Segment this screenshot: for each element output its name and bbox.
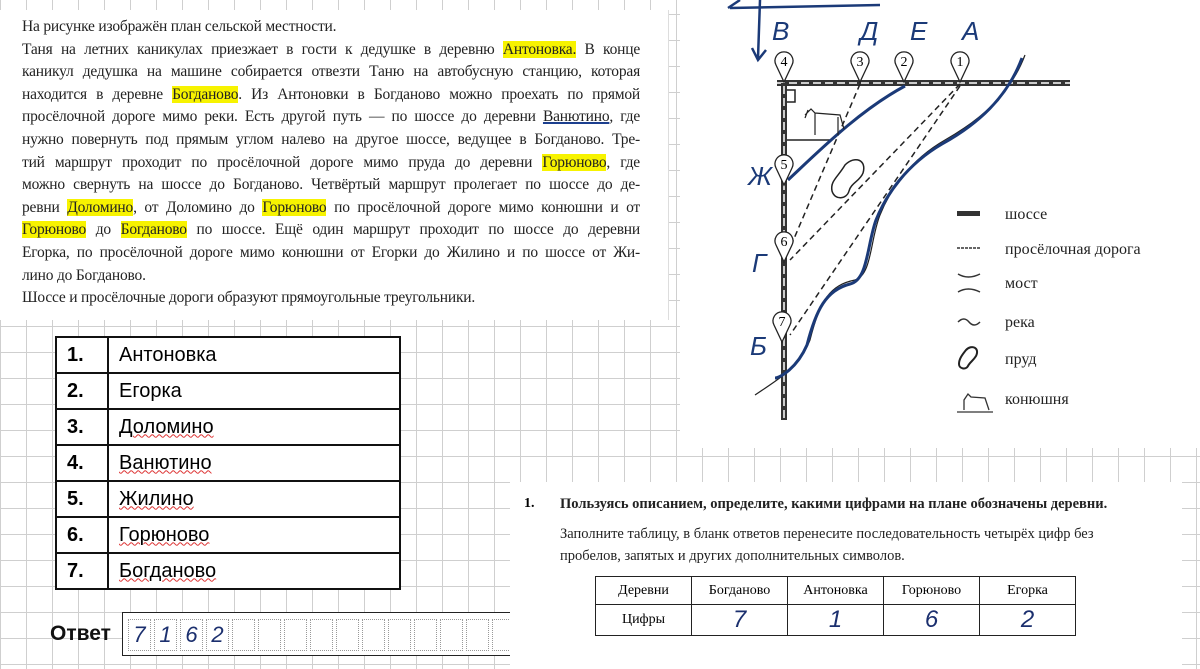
text-line (22, 18, 640, 36)
map-marker (851, 52, 869, 82)
handwritten-letter: В (772, 16, 790, 46)
answer-cell[interactable] (466, 619, 489, 651)
text-segment: лино до Богданово. (22, 266, 146, 284)
highlighted-word: Богданово (120, 221, 187, 239)
marker-number: 5 (780, 158, 788, 173)
table-header-cell: Деревни (596, 577, 692, 605)
text-line (22, 244, 640, 262)
answer-cell[interactable] (310, 619, 333, 651)
table-header-cell: Егорка (980, 577, 1076, 605)
village-name-text: Доломино (119, 415, 214, 438)
map-marker (775, 52, 793, 82)
question-instructions: Заполните таблицу, в бланк ответов перенесите последовательность четырёх цифр без (560, 526, 1094, 542)
text-segment: находится в деревне (22, 85, 173, 103)
village-row (56, 517, 400, 553)
answer-input-boxes[interactable] (122, 612, 577, 656)
handwritten-letter: Д (860, 16, 879, 46)
marker-number: 4 (780, 55, 788, 70)
handwritten-letter: Г (752, 248, 767, 278)
handwritten-letter: Б (750, 331, 767, 361)
text-segment: Таня на летних каникулах приезжает в гости к дедушке в деревню (22, 40, 503, 58)
text-segment: , от Доломино до (133, 198, 263, 216)
text-segment: можно свернуть на шоссе до Богданово. Четвёртый маршрут пролегает по шоссе до де- (22, 176, 640, 194)
text-line (22, 289, 640, 307)
highway-icon (957, 211, 980, 216)
village-name-text: Жилино (119, 487, 194, 510)
question-instructions-cont: пробелов, запятых и других дополнительных символов. (560, 548, 905, 564)
highlighted-word: Богданово (172, 85, 239, 103)
table-header-cell: Богданово (692, 577, 788, 605)
legend-label: конюшня (1005, 391, 1069, 408)
text-line (22, 199, 640, 217)
legend-label: просёлочная дорога (1005, 241, 1141, 258)
village-row (56, 481, 400, 517)
text-segment: просёлочной дороге мимо реки. Есть другой путь — по шоссе до деревни (22, 108, 543, 126)
text-segment: , где (609, 108, 640, 126)
highlighted-word: Антоновка. (502, 40, 577, 58)
village-number: 7. (56, 553, 108, 589)
answer-cell[interactable]: 7 (128, 619, 151, 651)
answer-cell[interactable]: 6 (180, 619, 203, 651)
bridge-icon (958, 274, 980, 292)
answer-cell[interactable]: 1 (154, 619, 177, 651)
text-line (22, 131, 640, 149)
map-marker (773, 312, 791, 342)
underlined-word: Ванютино (542, 108, 610, 126)
village-name-text: Богданово (119, 559, 217, 582)
marker-number: 2 (900, 55, 908, 70)
village-name (108, 553, 400, 589)
pond-icon (959, 347, 977, 368)
text-segment: по шоссе. Ещё один маршрут проходит по шоссе до деревни (186, 221, 640, 239)
map-marker (895, 52, 913, 82)
handwritten-letter: Е (910, 16, 928, 46)
map-marker (775, 155, 793, 185)
river (755, 55, 1025, 395)
question-panel (510, 482, 1182, 669)
village-row (56, 553, 400, 589)
digit-cell[interactable]: 6 (884, 605, 980, 636)
village-name (108, 445, 400, 481)
answer-cell[interactable] (440, 619, 463, 651)
digit-cell[interactable]: 2 (980, 605, 1076, 636)
village-number: 3. (56, 409, 108, 445)
text-line (22, 267, 640, 285)
answer-cell[interactable] (232, 619, 255, 651)
map-marker (775, 232, 793, 262)
village-map (680, 0, 1200, 448)
village-number: 5. (56, 481, 108, 517)
handwritten-letter: А (962, 16, 980, 46)
text-segment: В конце (576, 40, 640, 58)
village-name-text: Антоновка (119, 343, 217, 366)
stable-icon (957, 394, 993, 412)
handwritten-letter: Ж (748, 161, 772, 191)
answer-cell[interactable] (362, 619, 385, 651)
highlighted-word: Горюново (22, 221, 87, 239)
stable-icon (805, 109, 844, 135)
digit-cell[interactable]: 7 (692, 605, 788, 636)
text-segment: по просёлочной дороге мимо конюшни и от (326, 198, 640, 216)
marker-number: 6 (780, 235, 788, 250)
village-name (108, 409, 400, 445)
pond-icon (832, 160, 864, 198)
village-number: 6. (56, 517, 108, 553)
text-segment: ревни (22, 198, 68, 216)
text-segment: , где (606, 153, 640, 171)
highlighted-word: Доломино (67, 198, 134, 216)
text-segment: Егорка, по просёлочной дороге мимо конюшни от Егорки до Жилино и по шоссе от Жи- (22, 244, 640, 261)
legend-label: шоссе (1005, 206, 1048, 223)
answer-cell[interactable] (388, 619, 411, 651)
text-line (22, 41, 640, 59)
marker-number: 7 (778, 315, 786, 330)
answer-cell[interactable] (284, 619, 307, 651)
handwritten-route (788, 86, 905, 180)
map-marker (951, 52, 969, 82)
text-line (22, 63, 640, 81)
legend-label: река (1005, 314, 1035, 331)
highlighted-word: Горюново (262, 198, 327, 216)
text-segment: На рисунке изображён план сельской местности. (22, 18, 337, 35)
answer-cell[interactable] (414, 619, 437, 651)
legend-label: пруд (1005, 351, 1037, 368)
highlighted-word: Горюново (542, 153, 607, 171)
row-label: Цифры (596, 605, 692, 636)
village-name-text: Егорка (119, 379, 182, 402)
answer-cell[interactable]: 2 (206, 619, 229, 651)
text-segment: до (86, 221, 121, 239)
text-line (22, 108, 640, 126)
table-header-cell: Антоновка (788, 577, 884, 605)
village-row (56, 409, 400, 445)
text-segment: нужно повернуть под прямым углом налево на другое шоссе, ведущее в Богданово. Тре- (22, 131, 640, 148)
village-name (108, 337, 400, 373)
village-number: 2. (56, 373, 108, 409)
answer-cell[interactable] (258, 619, 281, 651)
problem-text-panel (0, 10, 669, 320)
digit-cell[interactable]: 1 (788, 605, 884, 636)
text-segment: каникул дедушка на машине собирается отвезти Таню на автобусную станцию, которая (22, 63, 640, 81)
legend-label: мост (1005, 275, 1038, 292)
village-name-text: Ванютино (119, 451, 212, 474)
village-name (108, 373, 400, 409)
text-line (22, 221, 640, 239)
answer-table (595, 576, 1076, 636)
text-line (22, 86, 640, 104)
answer-cell[interactable] (336, 619, 359, 651)
text-segment: . Из Антоновки в Богданово можно проехать по прямой (238, 85, 641, 103)
village-number: 1. (56, 337, 108, 373)
village-row (56, 373, 400, 409)
question-title: Пользуясь описанием, определите, какими цифрами на плане обозначены деревни. (560, 496, 1108, 512)
table-header-cell: Горюново (884, 577, 980, 605)
text-segment: тий маршрут проходит по просёлочной дороге мимо пруда до деревни (22, 153, 543, 171)
text-segment: Шоссе и просёлочные дороги образуют прямоугольные треугольники. (22, 289, 476, 307)
village-list-table (55, 336, 401, 590)
answer-label: Ответ (50, 622, 111, 645)
text-line (22, 176, 640, 194)
river-icon (958, 319, 980, 325)
map-drawing (680, 0, 1200, 448)
village-row (56, 337, 400, 373)
marker-number: 3 (856, 55, 864, 70)
village-name-text: Горюново (119, 523, 210, 546)
dirt-roads (787, 84, 960, 335)
village-name (108, 517, 400, 553)
map-legend (957, 206, 1141, 412)
village-row (56, 445, 400, 481)
marker-number: 1 (956, 55, 964, 70)
village-name (108, 481, 400, 517)
village-number: 4. (56, 445, 108, 481)
text-line (22, 154, 640, 172)
question-number: 1. (524, 496, 535, 511)
handwritten-arrow-icon (728, 0, 880, 60)
